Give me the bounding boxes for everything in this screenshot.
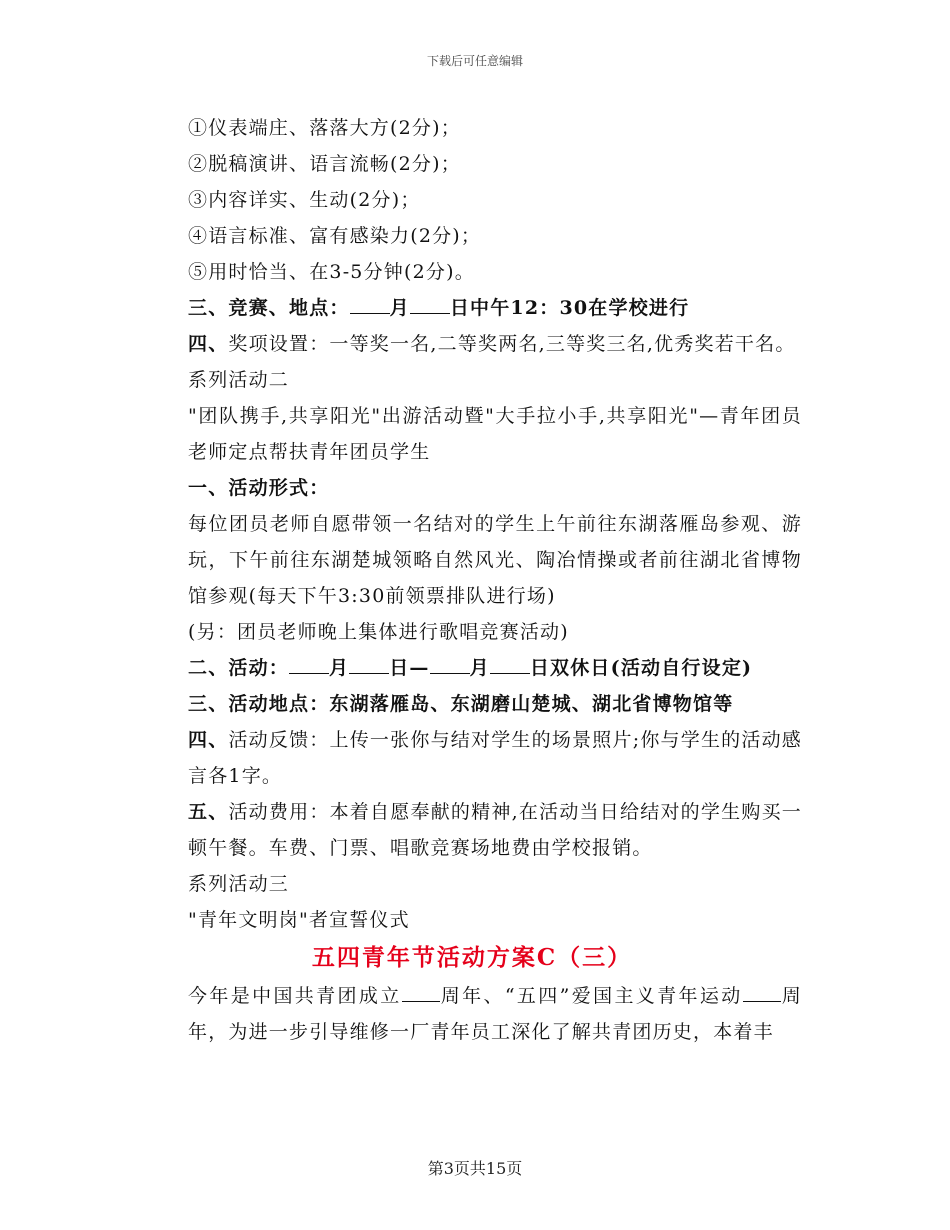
start-month-label: 月 [329,657,350,679]
document-body [142,110,802,1050]
activity-note: (另：团员老师晚上集体进行歌唱竞赛活动) [188,621,569,643]
cost-text: 活动费用：本着自愿奉献的精神,在活动当日给结对的学生购买一顿午餐。车费、门票、唱歌竞赛场地费由学校报销。 [188,801,802,859]
cost-paragraph [142,794,802,866]
month-label: 月 [389,297,410,319]
competition-location-label: 三、竞赛、地点： [188,297,350,319]
series-activity-3-heading: 系列活动三 [188,873,290,895]
series-activity-2-heading: 系列活动二 [188,369,290,391]
end-month-blank [430,673,470,674]
feedback-text: 活动反馈：上传一张你与结对学生的场景照片;你与学生的活动感言各1字。 [188,729,803,787]
start-month-blank [289,673,329,674]
movement-years-blank [743,1001,781,1002]
scoring-item-1: ①仪表端庄、落落大方(2分)； [188,117,461,139]
intro-text-3: 周年，为进一步引导维修一厂青年员工深化了解共青团历史，本着丰 [188,985,802,1043]
activity-date-label: 二、活动： [188,657,290,679]
intro-text-2: 周年、“五四”爱国主义青年运动 [439,985,743,1007]
activity-form-text: 每位团员老师自愿带领一名结对的学生上午前往东湖落雁岛参观、游玩，下午前往东湖楚城领略自然风光、陶冶情操或者前往湖北省博物馆参观(每天下午3:30前领票排队进行场) [188,513,802,607]
end-month-label: 月 [469,657,490,679]
scoring-item-2: ②脱稿演讲、语言流畅(2分)； [188,153,461,175]
activity-date-line [142,650,802,686]
awards-lead: 四、 [188,333,229,355]
start-day-blank [349,673,389,674]
day-blank [410,313,450,314]
competition-location-line [142,290,802,326]
end-day-blank [490,673,530,674]
feedback-lead: 四、 [188,729,229,751]
end-day-text: 日双休日(活动自行设定) [529,657,753,679]
awards-paragraph [142,326,802,362]
section-title: 五四青年节活动方案C（三） [311,944,633,971]
activity-2-title: "团队携手,共享阳光"出游活动暨"大手拉小手,共享阳光"—青年团员老师定点帮扶青年团员学生 [188,405,802,463]
time-place-text: 日中午12：30在学校进行 [449,297,690,319]
month-blank [350,313,390,314]
start-day-label: 日— [389,657,430,679]
scoring-item-4: ④语言标准、富有感染力(2分)； [188,225,482,247]
page-header: 下载后可任意编辑 [426,54,523,68]
activity-location-line: 三、活动地点：东湖落雁岛、东湖磨山楚城、湖北省博物馆等 [188,693,734,715]
awards-text: 奖项设置：一等奖一名,二等奖两名,三等奖三名,优秀奖若干名。 [228,333,796,355]
page-footer: 第3页共15页 [427,1159,523,1178]
feedback-paragraph [142,722,802,794]
activity-form-heading: 一、活动形式： [188,477,330,499]
scoring-item-3: ③内容详实、生动(2分)； [188,189,421,211]
intro-paragraph [142,978,802,1050]
scoring-item-5: ⑤用时恰当、在3-5分钟(2分)。 [188,261,475,283]
league-years-blank [402,1001,440,1002]
intro-text-1: 今年是中国共青团成立 [188,985,402,1007]
activity-3-title: "青年文明岗"者宣誓仪式 [188,909,410,931]
cost-lead: 五、 [188,801,229,823]
